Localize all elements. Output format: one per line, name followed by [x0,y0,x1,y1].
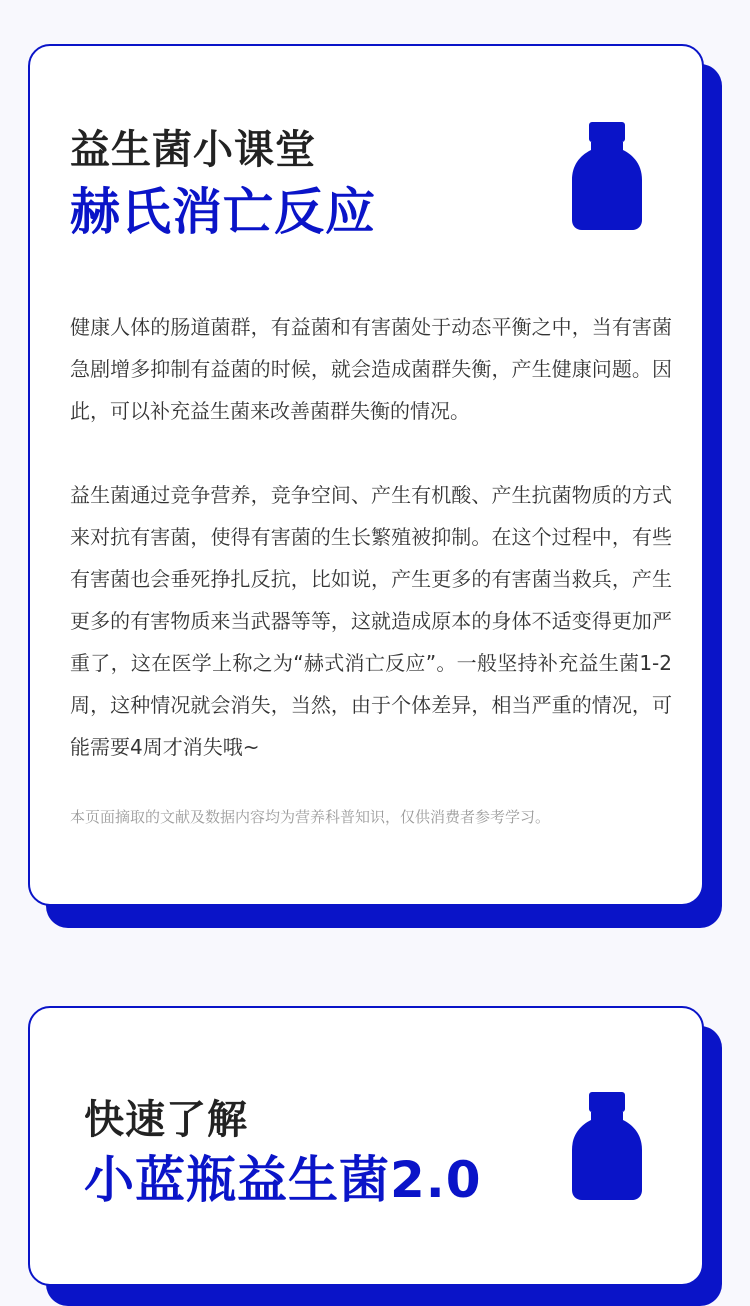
card-subtitle: 益生菌小课堂 [70,127,316,173]
card-subtitle: 快速了解 [84,1097,248,1143]
paragraph-intro: 健康人体的肠道菌群，有益菌和有害菌处于动态平衡之中，当有害菌急剧增多抑制有益菌的时候，就会造成菌群失衡，产生健康问题。因此，可以补充益生菌来改善菌群失衡的情况。 [70,315,672,423]
disclaimer-text: 本页面摘取的文献及数据内容均为营养科普知识，仅供消费者参考学习。 [70,808,551,826]
card-title: 赫氏消亡反应 [70,183,376,241]
card-panel [28,1006,704,1286]
card-title: 小蓝瓶益生菌2.0 [84,1151,482,1209]
bottle-icon [571,1092,643,1200]
info-card-2 [28,1006,722,1306]
card-panel [28,44,704,906]
info-card-1 [28,44,722,928]
bottle-icon [571,122,643,230]
paragraph-detail: 益生菌通过竞争营养，竞争空间、产生有机酸、产生抗菌物质的方式来对抗有害菌，使得有害菌的生长繁殖被抑制。在这个过程中，有些有害菌也会垂死挣扎反抗，比如说，产生更多的有害菌当救兵，产生更多的有害物质来当武器等等，这就造成原本的身体不适变得更加严重了，这在医学上称之为“赫式消亡反应”。一般坚持补充益生菌1-2周，这种情况就会消失，当然，由于个体差异，相当严重的情况，可能需要4周才消失哦~ [70,483,672,759]
